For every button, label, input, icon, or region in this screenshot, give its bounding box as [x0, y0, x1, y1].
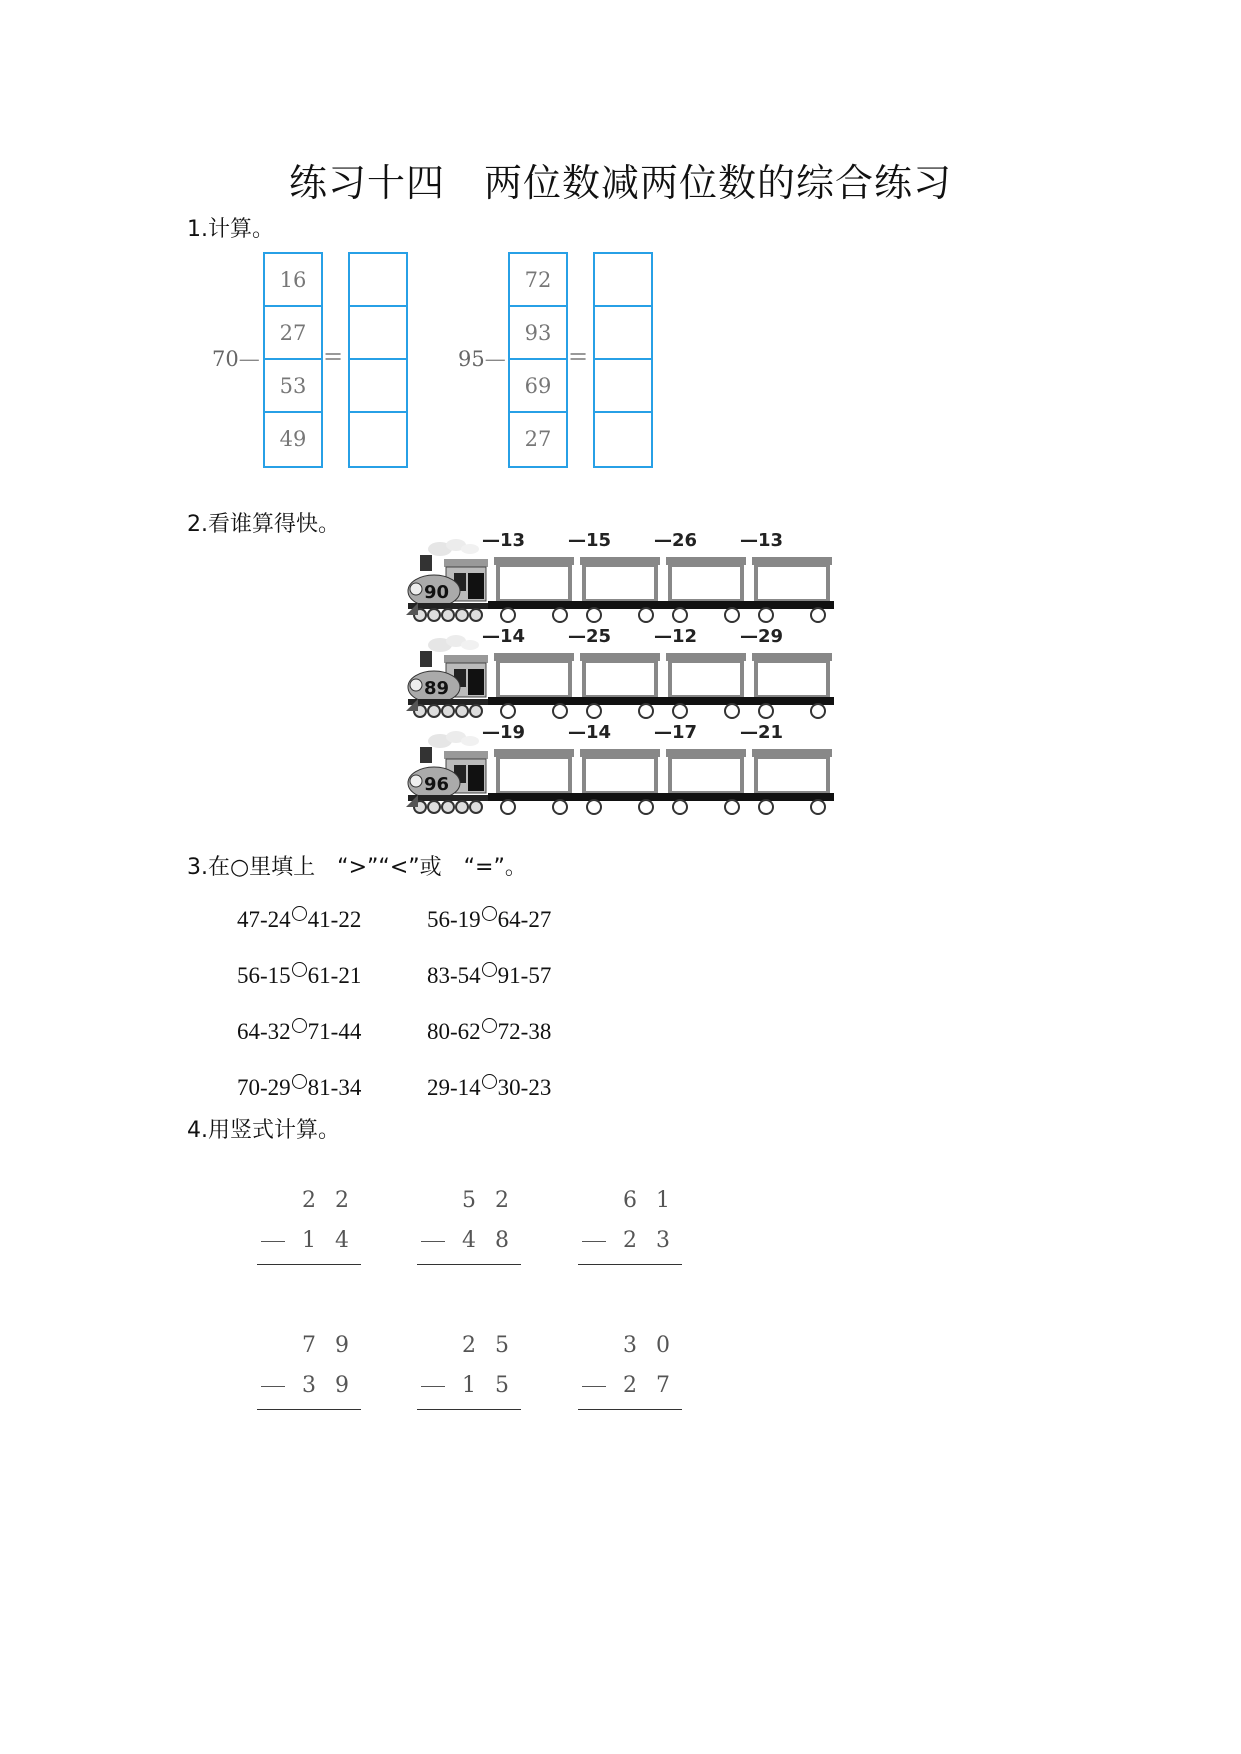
comparison-item: [427, 906, 551, 933]
result-line: [257, 1264, 361, 1265]
comparison-item: [237, 962, 361, 989]
minuend-digit: 2: [302, 1188, 316, 1213]
train-start-number: 89: [424, 678, 450, 699]
result-line: [578, 1409, 682, 1410]
comparison-circle[interactable]: [482, 906, 497, 921]
minus-sign: [261, 1241, 285, 1242]
minuend-1: 70—: [212, 347, 260, 371]
comparison-circle[interactable]: [482, 962, 497, 977]
right-expression: 71-44: [307, 1019, 362, 1044]
train-operation: —29: [740, 626, 784, 647]
comparison-item: [237, 1018, 361, 1045]
train-row: [404, 722, 834, 821]
minus-sign: [261, 1386, 285, 1387]
comparison-circle[interactable]: [292, 1074, 307, 1089]
right-expression: 64-27: [497, 907, 552, 932]
right-expression: 61-21: [307, 963, 362, 988]
minus-sign: [421, 1241, 445, 1242]
right-expression: 30-23: [497, 1075, 552, 1100]
minuend-2: 95—: [458, 347, 506, 371]
train-operation: —14: [482, 626, 526, 647]
train-operation: —21: [740, 722, 784, 743]
train-row: [404, 626, 834, 725]
subtrahend-digit: 4: [462, 1228, 476, 1253]
subtrahend-cell: 27: [265, 307, 321, 360]
result-line: [257, 1409, 361, 1410]
answer-area[interactable]: [417, 1413, 521, 1443]
minus-sign: [582, 1241, 606, 1242]
comparison-circle[interactable]: [292, 962, 307, 977]
subtrahend-digit: 4: [335, 1228, 349, 1253]
wagon-answer-box[interactable]: [588, 761, 652, 789]
wagon-answer-box[interactable]: [588, 665, 652, 693]
answer-cell[interactable]: [350, 413, 406, 466]
vertical-problem: [578, 1188, 682, 1268]
minuend-digit: 3: [623, 1333, 637, 1358]
subtrahend-digit: 5: [495, 1373, 509, 1398]
train-operation: —14: [568, 722, 612, 743]
equals-sign: =: [323, 342, 344, 370]
subtrahend-digit: 1: [462, 1373, 476, 1398]
result-line: [578, 1264, 682, 1265]
vertical-problem: [257, 1188, 361, 1268]
wagon-answer-box[interactable]: [760, 665, 824, 693]
comparison-circle[interactable]: [292, 1018, 307, 1033]
vertical-problem: [578, 1333, 682, 1413]
train-start-number: 90: [424, 582, 450, 603]
right-expression: 91-57: [497, 963, 552, 988]
right-expression: 81-34: [307, 1075, 362, 1100]
subtrahend-digit: 2: [623, 1228, 637, 1253]
answer-area[interactable]: [578, 1268, 682, 1298]
train-row: [404, 530, 834, 629]
answer-column-2[interactable]: [593, 252, 653, 468]
subtrahend-digit: 9: [335, 1373, 349, 1398]
train-operation: —13: [740, 530, 784, 551]
wagon-answer-box[interactable]: [674, 665, 738, 693]
minuend-digit: 0: [656, 1333, 670, 1358]
subtrahend-cell: 53: [265, 360, 321, 413]
question-2-label: 2.看谁算得快。: [187, 512, 340, 537]
comparison-circle[interactable]: [482, 1018, 497, 1033]
train-operation: —15: [568, 530, 612, 551]
minuend-digit: 7: [302, 1333, 316, 1358]
train-start-number: 96: [424, 774, 450, 795]
minuend-digit: 9: [335, 1333, 349, 1358]
train-operation: —19: [482, 722, 526, 743]
left-expression: 47-24: [237, 907, 291, 932]
answer-cell[interactable]: [595, 307, 651, 360]
wagon-answer-box[interactable]: [502, 761, 566, 789]
train-operation: —25: [568, 626, 612, 647]
comparison-item: [427, 1018, 551, 1045]
subtrahend-cell: 49: [279, 427, 307, 451]
wagon-answer-box[interactable]: [674, 761, 738, 789]
wagon-answer-box[interactable]: [588, 569, 652, 597]
train-operation: —26: [654, 530, 698, 551]
subtrahend-digit: 2: [623, 1373, 637, 1398]
answer-cell[interactable]: [595, 360, 651, 413]
minuend-digit: 2: [495, 1188, 509, 1213]
answer-area[interactable]: [417, 1268, 521, 1298]
subtrahend-cell: 27: [524, 427, 552, 451]
vertical-problem: [417, 1188, 521, 1268]
answer-cell[interactable]: [595, 254, 651, 307]
answer-area[interactable]: [257, 1413, 361, 1443]
subtrahend-cell: 16: [265, 254, 321, 307]
subtrahend-column-2: [508, 252, 568, 468]
answer-cell[interactable]: [350, 360, 406, 413]
wagon-answer-box[interactable]: [502, 665, 566, 693]
left-expression: 29-14: [427, 1075, 481, 1100]
left-expression: 83-54: [427, 963, 481, 988]
answer-column-1[interactable]: [348, 252, 408, 468]
comparison-item: [427, 1074, 551, 1101]
result-line: [417, 1264, 521, 1265]
minus-sign: [582, 1386, 606, 1387]
question-1-label: 1.计算。: [187, 217, 274, 242]
wagon-answer-box[interactable]: [674, 569, 738, 597]
comparison-circle[interactable]: [482, 1074, 497, 1089]
left-expression: 80-62: [427, 1019, 481, 1044]
subtrahend-column-1: [263, 252, 323, 468]
left-expression: 70-29: [237, 1075, 291, 1100]
minuend-digit: 5: [462, 1188, 476, 1213]
answer-cell[interactable]: [595, 413, 651, 466]
comparison-item: [237, 906, 361, 933]
subtrahend-digit: 3: [656, 1228, 670, 1253]
minuend-digit: 5: [495, 1333, 509, 1358]
result-line: [417, 1409, 521, 1410]
answer-area[interactable]: [257, 1268, 361, 1298]
question-4-label: 4.用竖式计算。: [187, 1118, 340, 1143]
subtrahend-cell: 72: [510, 254, 566, 307]
subtrahend-digit: 8: [495, 1228, 509, 1253]
question-3-label: 3.在○里填上 “>”“<”或 “=”。: [187, 855, 527, 880]
train-operation: —12: [654, 626, 698, 647]
minus-sign: [421, 1386, 445, 1387]
comparison-item: [237, 1074, 361, 1101]
answer-cell[interactable]: [350, 307, 406, 360]
right-expression: 72-38: [497, 1019, 552, 1044]
vertical-problem: [257, 1333, 361, 1413]
left-expression: 56-19: [427, 907, 481, 932]
left-expression: 56-15: [237, 963, 291, 988]
answer-area[interactable]: [578, 1413, 682, 1443]
left-expression: 64-32: [237, 1019, 291, 1044]
train-operation: —13: [482, 530, 526, 551]
minuend-digit: 2: [335, 1188, 349, 1213]
page-title: 练习十四 两位数减两位数的综合练习: [288, 161, 952, 205]
right-expression: 41-22: [307, 907, 362, 932]
minuend-digit: 6: [623, 1188, 637, 1213]
wagon-answer-box[interactable]: [760, 569, 824, 597]
equals-sign: =: [568, 342, 589, 370]
minuend-digit: 1: [656, 1188, 670, 1213]
comparison-circle[interactable]: [292, 906, 307, 921]
subtrahend-digit: 3: [302, 1373, 316, 1398]
train-operation: —17: [654, 722, 698, 743]
train-exercise: [404, 530, 834, 823]
subtrahend-digit: 7: [656, 1373, 670, 1398]
subtrahend-cell: 93: [510, 307, 566, 360]
wagon-answer-box[interactable]: [502, 569, 566, 597]
subtrahend-digit: 1: [302, 1228, 316, 1253]
wagon-answer-box[interactable]: [760, 761, 824, 789]
subtrahend-cell: 69: [510, 360, 566, 413]
vertical-problem: [417, 1333, 521, 1413]
minuend-digit: 2: [462, 1333, 476, 1358]
answer-cell[interactable]: [350, 254, 406, 307]
comparison-item: [427, 962, 551, 989]
